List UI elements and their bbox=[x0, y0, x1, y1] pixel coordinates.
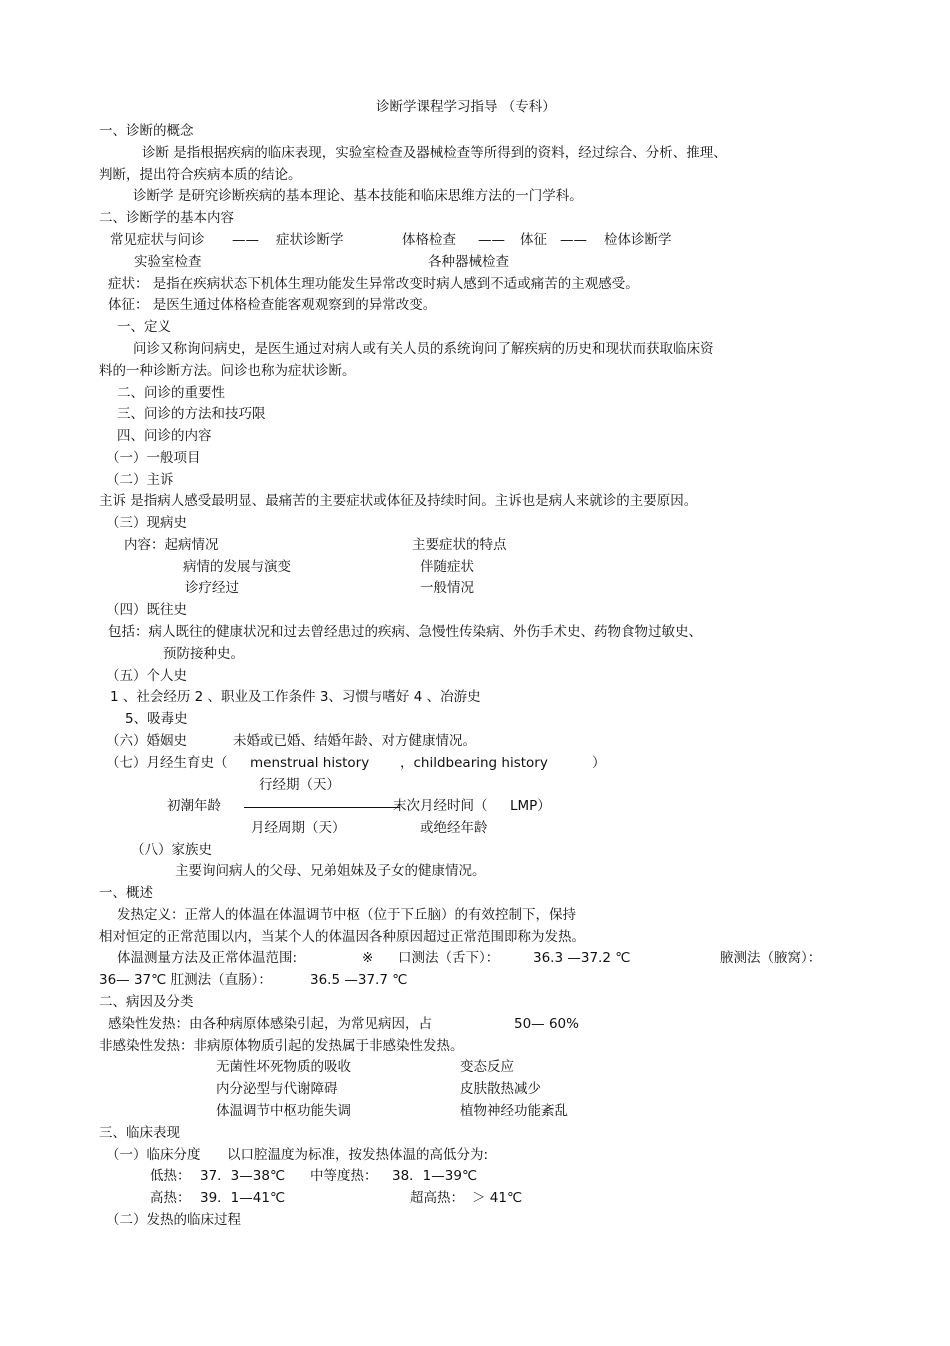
paragraph: 以口腔温度为标准，按发热体温的高低分为: bbox=[227, 1147, 489, 1163]
section-heading: 一、概述 bbox=[99, 885, 153, 901]
paragraph: 主要询问病人的父母、兄弟姐妹及子女的健康情况。 bbox=[175, 863, 486, 879]
item-heading: （二）发热的临床过程 bbox=[106, 1212, 241, 1228]
content-item: 检体诊断学 bbox=[604, 232, 672, 248]
cause-item: 植物神经功能紊乱 bbox=[460, 1103, 568, 1119]
paragraph: 非感染性发热：非病原体物质引起的发热属于非感染性发热。 bbox=[99, 1038, 464, 1054]
percentage: 50— 60% bbox=[514, 1016, 579, 1032]
formula-denominator: 月经周期（天） bbox=[251, 820, 346, 836]
paragraph: 包括：病人既往的健康状况和过去曾经患过的疾病、急慢性传染病、外伤手术史、药物食物过敏史、 bbox=[108, 624, 702, 640]
content-item: 体征 bbox=[520, 232, 547, 248]
definition: 症状： 是指在疾病状态下机体生理功能发生异常改变时病人感到不适或痛苦的主观感受。 bbox=[108, 276, 639, 292]
grade-label: 低热： bbox=[150, 1168, 191, 1184]
item-heading: （六）婚姻史 bbox=[106, 733, 187, 749]
item-heading: （五）个人史 bbox=[106, 668, 187, 684]
temperature-range: 36.3 —37.2 ℃ bbox=[533, 950, 631, 966]
method-label: 口测法（舌下）： bbox=[398, 950, 500, 966]
english-term: menstrual history bbox=[250, 755, 370, 771]
fraction-line bbox=[244, 807, 400, 808]
item-heading: （一）临床分度 bbox=[106, 1147, 201, 1163]
content-item: 病情的发展与演变 bbox=[183, 559, 291, 575]
formula-right: 末次月经时间（ bbox=[393, 798, 488, 814]
item-heading: （八）家族史 bbox=[131, 842, 212, 858]
formula-left: 初潮年龄 bbox=[167, 798, 221, 814]
grade-label: 超高热： bbox=[410, 1190, 464, 1206]
dash: —— bbox=[478, 232, 505, 248]
content-item: 一般情况 bbox=[420, 580, 474, 596]
item-heading: （四）既往史 bbox=[106, 602, 187, 618]
paragraph: 发热定义：正常人的体温在体温调节中枢（位于下丘脑）的有效控制下，保持 bbox=[117, 907, 576, 923]
english-term: ，childbearing history bbox=[400, 755, 548, 771]
subheading: 一、定义 bbox=[117, 319, 171, 335]
paragraph: 相对恒定的正常范围以内，当某个人的体温因各种原因超过正常范围即称为发热。 bbox=[99, 929, 585, 945]
grade-range: ＞ 41℃ bbox=[472, 1190, 523, 1206]
content-item: 常见症状与问诊 bbox=[110, 232, 205, 248]
item-heading: （三）现病史 bbox=[106, 515, 187, 531]
cause-item: 体温调节中枢功能失调 bbox=[216, 1103, 351, 1119]
section-heading: 二、诊断学的基本内容 bbox=[99, 210, 234, 226]
formula-right-abbr: LMP） bbox=[510, 798, 551, 814]
formula-denominator-right: 或绝经年龄 bbox=[420, 820, 488, 836]
grade-range: 37．3—38℃ bbox=[200, 1168, 286, 1184]
paragraph: 诊断学 是研究诊断疾病的基本理论、基本技能和临床思维方法的一门学科。 bbox=[133, 188, 583, 204]
paragraph: 判断，提出符合疾病本质的结论。 bbox=[99, 167, 302, 183]
subheading: 三、问诊的方法和技巧限 bbox=[117, 406, 266, 422]
page-title: 诊断学课程学习指导 （专科） bbox=[376, 99, 556, 115]
content-item: 症状诊断学 bbox=[276, 232, 344, 248]
method-label: 腋测法（腋窝）： bbox=[720, 950, 822, 966]
cause-item: 内分泌型与代谢障碍 bbox=[216, 1081, 338, 1097]
paragraph: 问诊又称询问病史，是医生通过对病人或有关人员的系统询问了解疾病的历史和现状而获取临床资 bbox=[133, 341, 714, 357]
section-heading: 二、病因及分类 bbox=[99, 994, 194, 1010]
content-item: 各种器械检查 bbox=[428, 254, 509, 270]
item-heading: （二）主诉 bbox=[106, 472, 174, 488]
subheading: 二、问诊的重要性 bbox=[117, 385, 225, 401]
section-heading: 三、临床表现 bbox=[99, 1125, 180, 1141]
subheading: 四、问诊的内容 bbox=[117, 428, 212, 444]
item-heading-end: ） bbox=[592, 755, 606, 771]
content-item: 实验室检查 bbox=[134, 254, 202, 270]
dash: —— bbox=[560, 232, 587, 248]
reference-mark: ※ bbox=[362, 950, 374, 966]
content-item: 诊疗经过 bbox=[185, 580, 239, 596]
content-item: 内容：起病情况 bbox=[124, 537, 219, 553]
content-item: 5、吸毒史 bbox=[125, 711, 188, 727]
paragraph: 36— 37℃ 肛测法（直肠）： bbox=[99, 972, 272, 988]
content-item: 1 、社会经历 2 、职业及工作条件 3、习惯与嗜好 4 、冶游史 bbox=[110, 689, 481, 705]
cause-item: 皮肤散热减少 bbox=[460, 1081, 541, 1097]
dash: —— bbox=[232, 232, 259, 248]
grade-range: 39．1—41℃ bbox=[200, 1190, 286, 1206]
content-item: 体格检查 bbox=[402, 232, 456, 248]
grade-label: 高热： bbox=[150, 1190, 191, 1206]
item-heading: （一）一般项目 bbox=[106, 450, 201, 466]
paragraph: 主诉 是指病人感受最明显、最痛苦的主要症状或体征及持续时间。主诉也是病人来就诊的主要原因。 bbox=[99, 493, 698, 509]
paragraph: 体温测量方法及正常体温范围: bbox=[117, 950, 298, 966]
section-heading: 一、诊断的概念 bbox=[99, 123, 194, 139]
item-heading: （七）月经生育史（ bbox=[106, 755, 228, 771]
definition: 体征： 是医生通过体格检查能客观观察到的异常改变。 bbox=[108, 297, 437, 313]
paragraph: 诊断 是指根据疾病的临床表现，实验室检查及器械检查等所得到的资料，经过综合、分析、推理、 bbox=[142, 145, 727, 161]
content-item: 伴随症状 bbox=[420, 559, 474, 575]
content-item: 主要症状的特点 bbox=[412, 537, 507, 553]
cause-item: 无菌性坏死物质的吸收 bbox=[216, 1059, 351, 1075]
formula-numerator: 行经期（天） bbox=[259, 777, 340, 793]
paragraph: 预防接种史。 bbox=[163, 646, 244, 662]
grade-label: 中等度热： bbox=[310, 1168, 378, 1184]
temperature-range: 36.5 —37.7 ℃ bbox=[310, 972, 408, 988]
grade-range: 38．1—39℃ bbox=[392, 1168, 478, 1184]
cause-item: 变态反应 bbox=[460, 1059, 514, 1075]
content-item: 未婚或已婚、结婚年龄、对方健康情况。 bbox=[233, 733, 476, 749]
paragraph: 感染性发热：由各种病原体感染引起，为常见病因，占 bbox=[108, 1016, 432, 1032]
paragraph: 料的一种诊断方法。问诊也称为症状诊断。 bbox=[99, 363, 356, 379]
